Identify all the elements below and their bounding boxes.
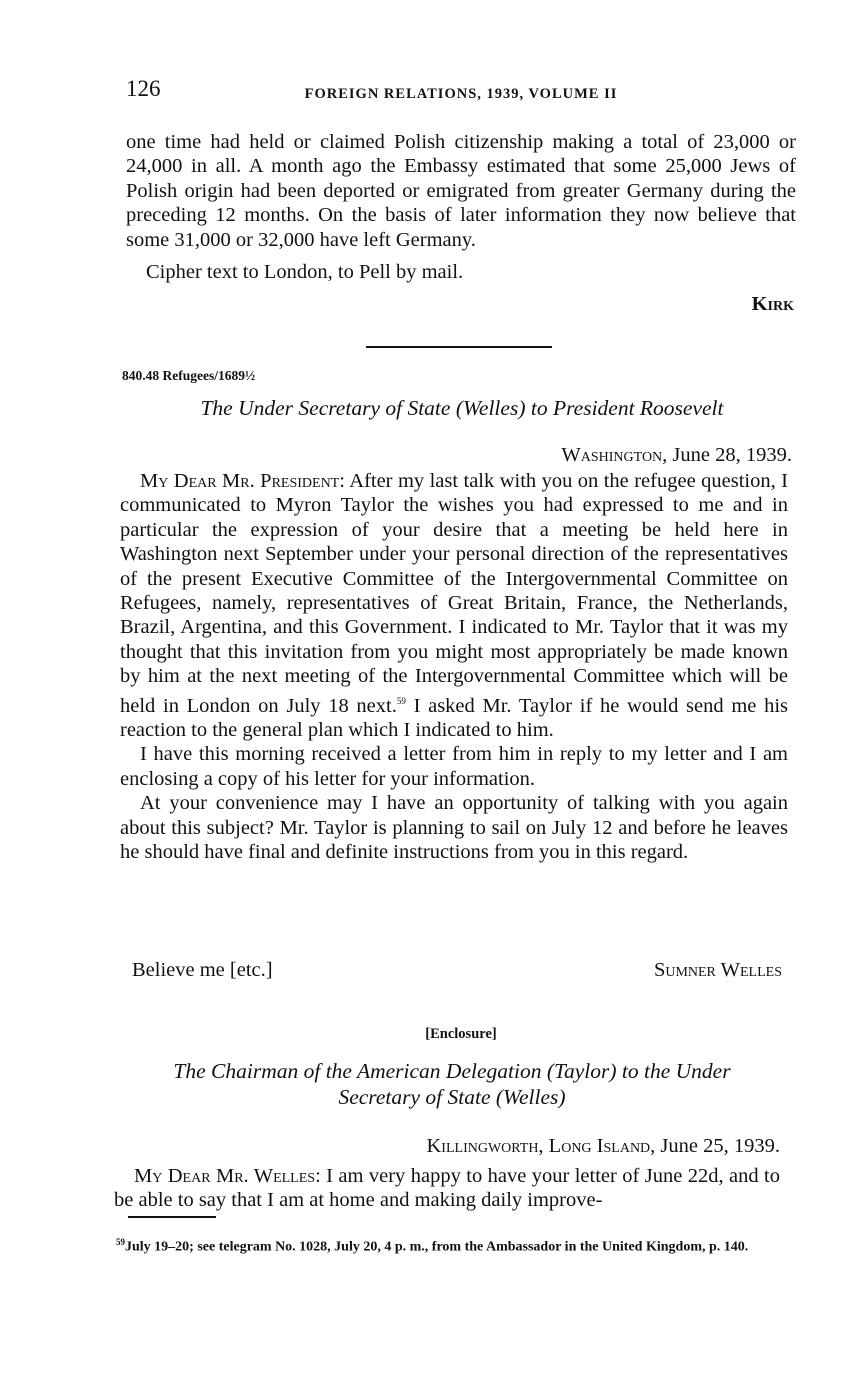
- page-header: [126, 76, 796, 106]
- dateline-date: , June 28, 1939.: [662, 444, 792, 466]
- paragraph-1-tail: I asked Mr. Taylor if he would send me his reaction to the general plan which I indicated to him.: [120, 694, 788, 741]
- closing-row: [132, 959, 782, 982]
- enclosure-label: [Enclosure]: [425, 1026, 497, 1042]
- enclosure-dateline: [427, 1135, 781, 1158]
- footnote: [116, 1235, 781, 1255]
- enclosure-title: The Chairman of the American Delegation (Taylor) to the Under Secretary of State (Welles): [173, 1059, 731, 1109]
- signature-kirk: Kirk: [751, 293, 794, 316]
- signature-welles: Sumner Welles: [653, 959, 782, 981]
- dateline: [561, 444, 792, 467]
- letter-paragraph-2: I have this morning received a letter from him in reply to my letter and I am enclosing a copy of his letter for your information.: [120, 743, 788, 790]
- running-head: FOREIGN RELATIONS, 1939, VOLUME II: [304, 86, 618, 102]
- cipher-note: Cipher text to London, to Pell by mail.: [146, 261, 464, 284]
- enclosure-salutation: My Dear Mr. Welles: [134, 1165, 316, 1187]
- closing: Believe me [etc.]: [132, 959, 273, 981]
- footnote-rule: [128, 1216, 216, 1218]
- letter-paragraph-1: [120, 469, 788, 742]
- section-divider: [366, 346, 552, 348]
- dateline-place: Washington: [561, 444, 663, 466]
- footnote-number: 59: [116, 1237, 125, 1247]
- enclosure-place: Killingworth, Long Island: [426, 1135, 651, 1157]
- enclosure-paragraph-text: : I am very happy to have your letter of June 22d, and to be able to say that I am at home and making daily improve-: [114, 1165, 780, 1212]
- file-number: 840.48 Refugees/1689½: [122, 368, 256, 383]
- enclosure-body: [114, 1164, 780, 1213]
- continuation-block: [126, 130, 796, 317]
- paragraph-1-text: : After my last talk with you on the refugee question, I communicated to Myron Taylor the wishes you had expressed to me and in particular the expression of your desire that a meeting be held here in Washington next September under your personal direction of the representatives of the present Executive Committee of the Intergovernmental Committee on Refugees, namely, representatives of Great Britain, France, the Netherlands, Brazil, Argentina, and this Government. I indicated to Mr. Taylor that it was my thought that this invitation from you might most appropriately be made known by him at the next meeting of the Intergovernmental Committee which will be held in London on July 18 next.: [120, 470, 788, 717]
- enclosure-paragraph: [114, 1164, 780, 1213]
- enclosure-date: , June 25, 1939.: [650, 1135, 780, 1157]
- footnote-text: July 19–20; see telegram No. 1028, July 20, 4 p. m., from the Ambassador in the United Kingdom, p. 140.: [125, 1239, 749, 1255]
- footnote-reference: 59: [396, 695, 406, 706]
- salutation: My Dear Mr. President: [140, 470, 340, 492]
- letter-paragraph-3: At your convenience may I have an opportunity of talking with you again about this subject? Mr. Taylor is planning to sail on July 12 and before he leaves he should have final and definite instructions from you in this regard.: [120, 792, 788, 863]
- letter-body: [120, 469, 788, 864]
- document-title: The Under Secretary of State (Welles) to President Roosevelt: [200, 396, 724, 420]
- page-number: 126: [126, 76, 161, 101]
- continuation-paragraph: one time had held or claimed Polish citizenship making a total of 23,000 or 24,000 in all. A month ago the Embassy estimated that some 25,000 Jews of Polish origin had been deported or emigrated from greater Germany during the preceding 12 months. On the basis of later information they now believe that some 31,000 or 32,000 have left Germany.: [126, 131, 796, 251]
